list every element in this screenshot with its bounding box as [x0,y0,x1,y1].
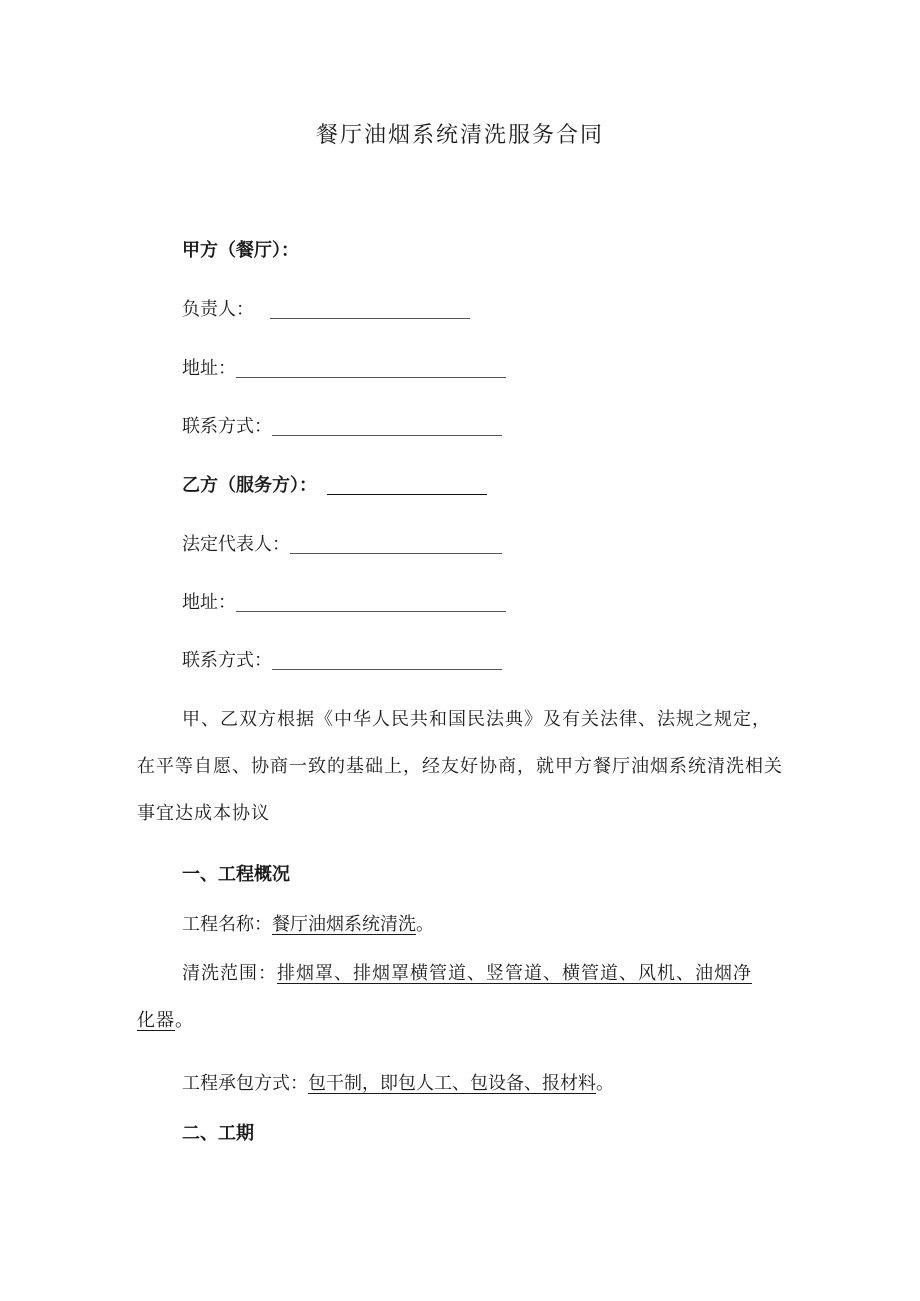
party-b-rep-field[interactable] [290,535,502,554]
party-b-name-field[interactable] [327,476,487,495]
contract-mode-row [182,1071,614,1097]
party-b-address-label: 地址： [182,592,236,613]
cleaning-scope-label: 清洗范围： [182,963,277,984]
party-a-address-field[interactable] [236,359,506,378]
contract-mode-label: 工程承包方式： [182,1073,308,1094]
party-b-contact-row [182,648,502,674]
party-b-heading-text: 乙方（服务方）： [182,475,317,496]
party-b-address-row [182,590,506,616]
party-a-person-label: 负责人： [182,299,254,320]
party-b-contact-field[interactable] [272,651,502,670]
section1-heading-text: 一、工程概况 [182,864,290,885]
project-name-label: 工程名称： [182,914,272,935]
party-b-contact-label: 联系方式： [182,650,272,671]
party-a-person-field[interactable] [270,300,470,319]
party-a-heading [182,238,299,264]
party-b-heading-row [182,473,487,499]
section1-heading [182,862,290,888]
party-a-heading-text: 甲方（餐厅）： [182,240,299,261]
project-name-row [182,912,434,938]
party-a-address-label: 地址： [182,358,236,379]
cleaning-scope-value-1: 排烟罩、排烟罩横管道、竖管道、横管道、风机、油烟净 [277,963,752,984]
cleaning-scope-block [137,950,787,1044]
cleaning-scope-end: 。 [175,1010,194,1031]
cleaning-scope-value-2: 化器 [137,1010,175,1031]
contract-mode-end: 。 [596,1073,614,1094]
section2-heading-text: 二、工期 [182,1123,254,1144]
section2-heading [182,1121,254,1147]
party-a-contact-field[interactable] [272,417,502,436]
party-b-rep-label: 法定代表人： [182,534,290,555]
project-name-end: 。 [416,914,434,935]
document-title: 餐厅油烟系统清洗服务合同 [315,123,604,148]
contract-mode-value: 包干制，即包人工、包设备、报材料 [308,1073,596,1094]
party-a-address-row [182,356,506,382]
party-a-contact-row [182,414,502,440]
party-b-rep-row [182,532,502,558]
party-a-person-row [182,297,470,323]
party-b-address-field[interactable] [236,593,506,612]
party-a-contact-label: 联系方式： [182,416,272,437]
project-name-value: 餐厅油烟系统清洗 [272,914,416,935]
cleaning-scope-line2 [137,997,787,1044]
cleaning-scope-line1 [137,950,787,997]
intro-paragraph: 甲、乙双方根据《中华人民共和国民法典》及有关法律、法规之规定，在平等自愿、协商一致的基础上，经友好协商，就甲方餐厅油烟系统清洗相关事宜达成本协议 [137,709,783,824]
